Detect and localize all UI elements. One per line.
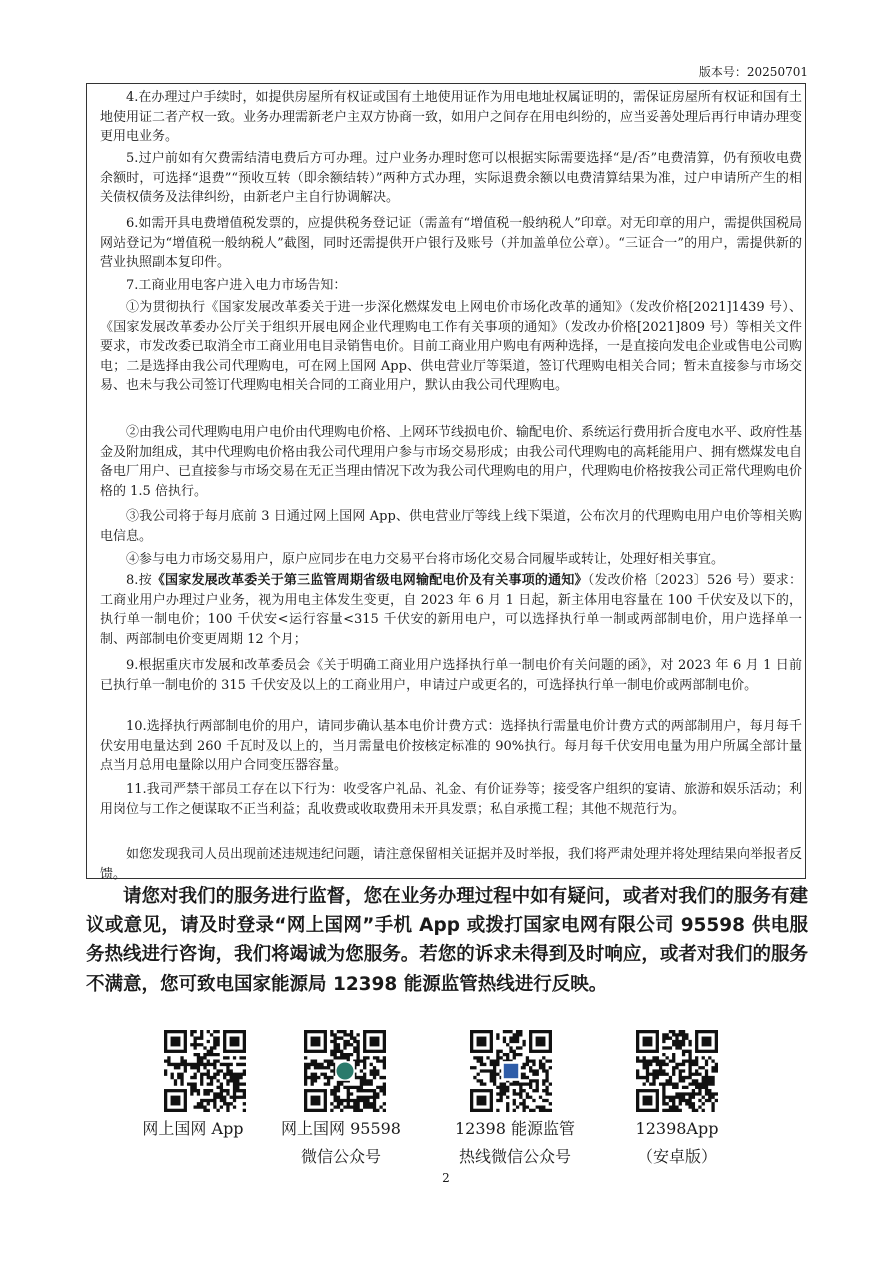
- qr-caption-line2: 热线微信公众号: [458, 1147, 571, 1166]
- qr-caption-line2: 微信公众号: [300, 1147, 381, 1166]
- item-7: [100, 276, 802, 296]
- qr-code-image: [470, 1030, 552, 1112]
- item-5-text: 5.过户前如有欠费需结清电费后方可办理。过户业务办理时您可以根据实际需要选择“是/否”电费清算，仍有预收电费余额时，可选择“退费”“预收互转（即余额结转）”两种方式办理，实际退费余额以电费清算结果为准，过户申请所产生的相关债权债务及法律纠纷，由新老户主自行协调解决。: [100, 151, 802, 206]
- item-11-text: 11.我司严禁干部员工存在以下行为：收受客户礼品、礼金、有价证券等；接受客户组织的宴请、旅游和娱乐活动；利用岗位与工作之便谋取不正当利益；乱收费或收取费用未开具发票；私自承揽工程；其他不规范行为。: [100, 782, 802, 817]
- item-4: [100, 88, 802, 147]
- qr-caption-line1: 网上国网 95598: [281, 1119, 401, 1138]
- item-11: [100, 780, 802, 819]
- item-5: [100, 149, 802, 208]
- item-6: [100, 214, 802, 273]
- item-8: [100, 571, 802, 649]
- item-7-3: [100, 507, 802, 546]
- item-9: [100, 656, 802, 695]
- item-6-text: 6.如需开具电费增值税发票的，应提供税务登记证（需盖有“增值税一般纳税人”印章。对无印章的用户，需提供国税局网站登记为“增值税一般纳税人”截图，同时还需提供开户银行及账号（并加盖单位公章）。“三证合一”的用户，需提供新的营业执照副本复印件。: [100, 216, 802, 271]
- item-7-1: [100, 298, 802, 396]
- qr-caption-line1: 12398 能源监管: [455, 1119, 575, 1138]
- qr-caption-line1: 12398App: [635, 1119, 719, 1138]
- item-4-text: 4.在办理过户手续时，如提供房屋所有权证或国有土地使用证作为用电地址权属证明的，需保证房屋所有权证和国有土地使用证二者产权一致。业务办理需新老户主双方协商一致，如用户之间存在用电纠纷的，应当妥善处理后再行申请办理变更用电业务。: [100, 90, 803, 145]
- service-supervision-notice: 请您对我们的服务进行监督，您在业务办理过程中如有疑问，或者对我们的服务有建议或意见，请及时登录“网上国网”手机 App 或拨打国家电网有限公司 95598 供电服务热线进行咨询，我们将竭诚为您服务。若您的诉求未得到及时响应，或者对我们的服务不满意，您可致电国家能源局 12398 能源监管热线进行反映。: [86, 886, 808, 995]
- item-10-text: 10.选择执行两部制电价的用户，请同步确认基本电价计费方式：选择执行需量电价计费方式的两部制用户，每月每千伏安用电量达到 260 千瓦时及以上的，当月需量电价按核定标准的 90%执行。每月每千伏安用电量为用户所属全部计量点当月总用电量除以用户合同变压器容量。: [100, 719, 802, 774]
- item-8-rest: （发改价格〔2023〕526 号）要求：工商业用户办理过户业务，视为用电主体发生变更，自 2023 年 6 月 1 日起，新主体用电容量在 100 千伏安及以下的，执行单一制电价；100 千伏安<运行容量<315 千伏安的新用电户，可以选择执行单一制或两部制电价，用户选择单一制、两部制电价变更周期 12 个月；: [100, 573, 803, 647]
- item-7-3-text: ③我公司将于每月底前 3 日通过网上国网 App、供电营业厅等线上线下渠道，公布次月的代理购电用户电价等相关购电信息。: [100, 509, 802, 544]
- item-7-1-text: ①为贯彻执行《国家发展改革委关于进一步深化燃煤发电上网电价市场化改革的通知》（发改价格[2021]1439 号）、《国家发展改革委办公厅关于组织开展电网企业代理购电工作有关事项的通知》（发改办价格[2021]809 号）等相关文件要求，市发改委已取消全市工商业用电目录销售电价。目前工商业用户购电有两种选择，一是直接向发电企业或售电公司购电；二是选择由我公司代理购电，可在网上国网 App、供电营业厅等渠道，签订代理购电相关合同；暂未直接参与市场交易、也未与我公司签订代理购电相关合同的工商业用户，默认由我公司代理购电。: [100, 300, 803, 394]
- version-number: 版本号：20250701: [698, 65, 808, 79]
- item-7-4: [100, 550, 802, 570]
- qr-code-image: [304, 1030, 386, 1112]
- qr-code-12398-app: [636, 1030, 718, 1112]
- item-7-text: 7.工商业用电客户进入电力市场告知：: [126, 278, 347, 293]
- qr-code-wsgw-app: [164, 1030, 246, 1112]
- item-8-text: [100, 571, 802, 649]
- page-number: 2: [442, 1171, 450, 1185]
- item-7-2-text: ②由我公司代理购电用户电价由代理购电价格、上网环节线损电价、输配电价、系统运行费用折合度电水平、政府性基金及附加组成，其中代理购电价格由我公司代理用户参与市场交易形成；由我公司代理购电的高耗能用户、拥有燃煤发电自备电厂用户、已直接参与市场交易在无正当理由情况下改为我公司代理购电的用户，代理购电价格按我公司正常代理购电价格的 1.5 倍执行。: [100, 425, 803, 499]
- item-7-2: [100, 423, 802, 501]
- qr-code-image: [164, 1030, 246, 1112]
- qr-code-image: [636, 1030, 718, 1112]
- item-8-prefix: 8.按: [126, 573, 152, 588]
- qr-caption-12398-wechat: [425, 1115, 605, 1171]
- item-9-text: 9.根据重庆市发展和改革委员会《关于明确工商业用户选择执行单一制电价有关问题的函》，对 2023 年 6 月 1 日前已执行单一制电价的 315 千伏安及以上的工商业用户，申请过户或更名的，可选择执行单一制电价或两部制电价。: [100, 658, 802, 693]
- qr-code-95598-wechat: [304, 1030, 386, 1112]
- qr-caption-line1: 网上国网 App: [142, 1119, 244, 1138]
- item-8-notice-title: 《国家发展改革委关于第三监管周期省级电网输配电价及有关事项的通知》: [151, 573, 588, 588]
- item-10: [100, 717, 802, 776]
- report-notice-text: 如您发现我司人员出现前述违规违纪问题，请注意保留相关证据并及时举报，我们将严肃处理并将处理结果向举报者反馈。: [100, 847, 803, 882]
- report-notice: [100, 845, 802, 884]
- qr-caption-12398-app: [587, 1115, 767, 1171]
- qr-caption-95598-wechat: [251, 1115, 431, 1171]
- qr-code-12398-wechat: [470, 1030, 552, 1112]
- item-7-4-text: ④参与电力市场交易用户，原户应同步在电力交易平台将市场化交易合同履毕或转让，处理好相关事宜。: [126, 552, 725, 567]
- qr-caption-line2: （安卓版）: [636, 1147, 717, 1166]
